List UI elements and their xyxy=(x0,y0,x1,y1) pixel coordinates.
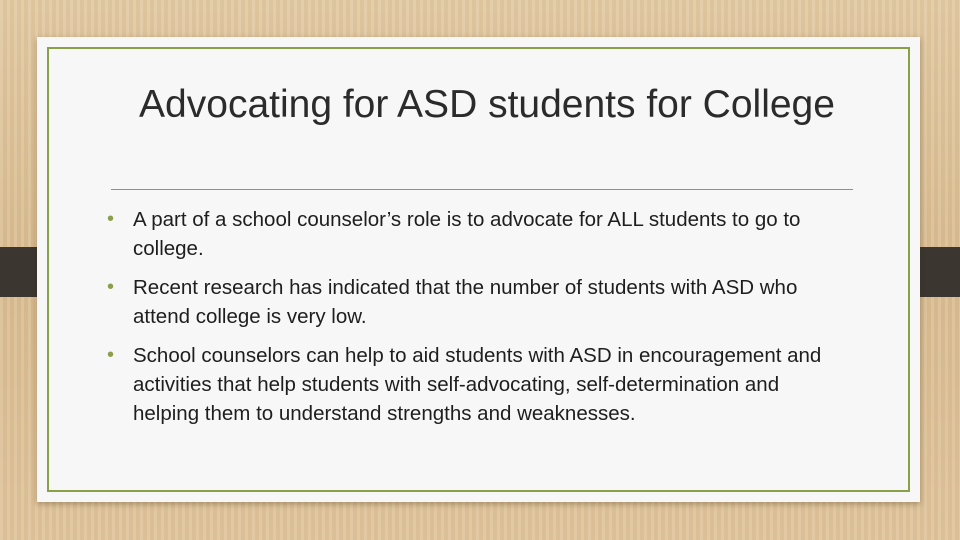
bullet-item xyxy=(107,273,847,331)
slide-title: Advocating for ASD students for College xyxy=(139,83,835,126)
title-divider xyxy=(111,189,853,190)
bullet-text: A part of a school counselor’s role is to advocate for ALL students to go to college. xyxy=(133,208,801,260)
slide-card xyxy=(37,37,920,502)
bullet-list xyxy=(107,205,847,438)
bullet-dot-icon: • xyxy=(107,208,115,230)
bullet-text: School counselors can help to aid students with ASD in encouragement and activities that help students with self-advocating, self-determination and helping them to understand strengths and weaknesses. xyxy=(133,344,822,425)
bullet-dot-icon: • xyxy=(107,276,115,298)
bullet-item xyxy=(107,205,847,263)
bullet-item xyxy=(107,341,847,428)
bullet-text: Recent research has indicated that the number of students with ASD who attend college is very low. xyxy=(133,276,798,328)
bullet-dot-icon: • xyxy=(107,344,115,366)
